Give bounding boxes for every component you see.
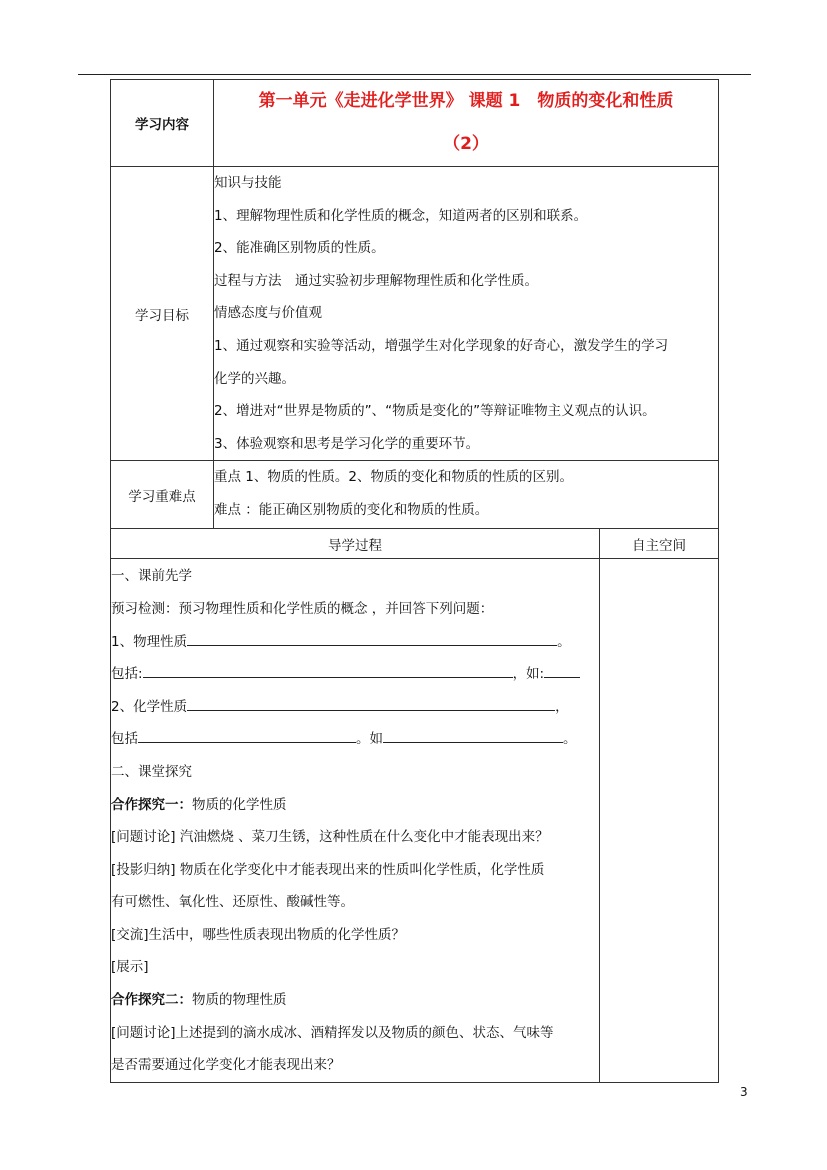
- lesson-title: [214, 80, 719, 167]
- goals-cell: [214, 167, 719, 461]
- blank-line: [138, 725, 356, 743]
- question-physical: 1、物理性质 。: [111, 626, 599, 659]
- goal-line: 2、增进对“世界是物质的”、“物质是变化的”等辩证唯物主义观点的认识。: [214, 403, 656, 420]
- key-points-cell: [214, 461, 719, 529]
- header-rule: [78, 74, 751, 75]
- preview-text: 预习检测：预习物理性质和化学性质的概念 ，并回答下列问题：: [111, 600, 494, 617]
- section-heading: 二、课堂探究: [111, 763, 192, 780]
- discussion-text: 是否需要通过化学变化才能表现出来？: [111, 1057, 341, 1074]
- discussion-text: [问题讨论] 汽油燃烧 、菜刀生锈，这种性质在什么变化中才能表现出来？: [111, 829, 549, 846]
- label-key-points: 学习重难点: [111, 461, 214, 529]
- goal-line: 2、能准确区别物质的性质。: [214, 240, 385, 257]
- lesson-title-line1: 第一单元《走进化学世界》 课题 1 物质的变化和性质: [258, 91, 674, 111]
- blank-line: [187, 693, 555, 711]
- question-chemical-include: 包括 。如 。: [111, 723, 599, 756]
- space-header: 自主空间: [600, 529, 719, 559]
- key-point-line: 重点 1、物质的性质。2、物质的变化和物质的性质的区别。: [214, 469, 573, 486]
- blank-line: [383, 725, 563, 743]
- explore-one-title: 合作探究一：物质的化学性质: [111, 796, 287, 813]
- goal-line: 1、通过观察和实验等活动，增强学生对化学现象的好奇心，激发学生的学习: [214, 337, 669, 354]
- blank-line: [143, 660, 513, 678]
- lesson-table: [110, 79, 719, 1083]
- projection-text: [投影归纳] 物质在化学变化中才能表现出来的性质叫化学性质，化学性质: [111, 861, 545, 878]
- projection-text: 有可燃性、氧化性、还原性、酸碱性等。: [111, 894, 354, 911]
- process-cell: [111, 559, 600, 1083]
- key-point-line: 难点 ：能正确区别物质的变化和物质的性质。: [214, 501, 489, 518]
- goal-line: 过程与方法 通过实验初步理解物理性质和化学性质。: [214, 272, 538, 289]
- goal-line: 化学的兴趣。: [214, 370, 295, 387]
- goal-line: 知识与技能: [214, 175, 282, 191]
- show-text: [展示]: [111, 959, 149, 976]
- explore-two-title: 合作探究二：物质的物理性质: [111, 992, 287, 1009]
- label-content: 学习内容: [111, 80, 214, 167]
- process-header: 导学过程: [111, 529, 600, 559]
- exchange-text: [交流]生活中，哪些性质表现出物质的化学性质？: [111, 926, 406, 943]
- lesson-title-line2: （2）: [443, 134, 489, 154]
- question-chemical: 2、化学性质 ，: [111, 691, 599, 724]
- goal-line: 1、理解物理性质和化学性质的概念，知道两者的区别和联系。: [214, 207, 588, 224]
- page-number: 3: [740, 1085, 748, 1099]
- label-goals: 学习目标: [111, 167, 214, 461]
- question-physical-include: 包括: ，如:: [111, 658, 599, 691]
- section-heading: 一、课前先学: [111, 568, 192, 585]
- blank-line: [544, 660, 580, 678]
- goal-line: 情感态度与价值观: [214, 305, 322, 322]
- goal-line: 3、体验观察和思考是学习化学的重要环节。: [214, 435, 480, 452]
- discussion-text: [问题讨论]上述提到的滴水成冰、酒精挥发以及物质的颜色、状态、气味等: [111, 1024, 554, 1041]
- self-study-space: [600, 559, 719, 1083]
- blank-line: [187, 628, 557, 646]
